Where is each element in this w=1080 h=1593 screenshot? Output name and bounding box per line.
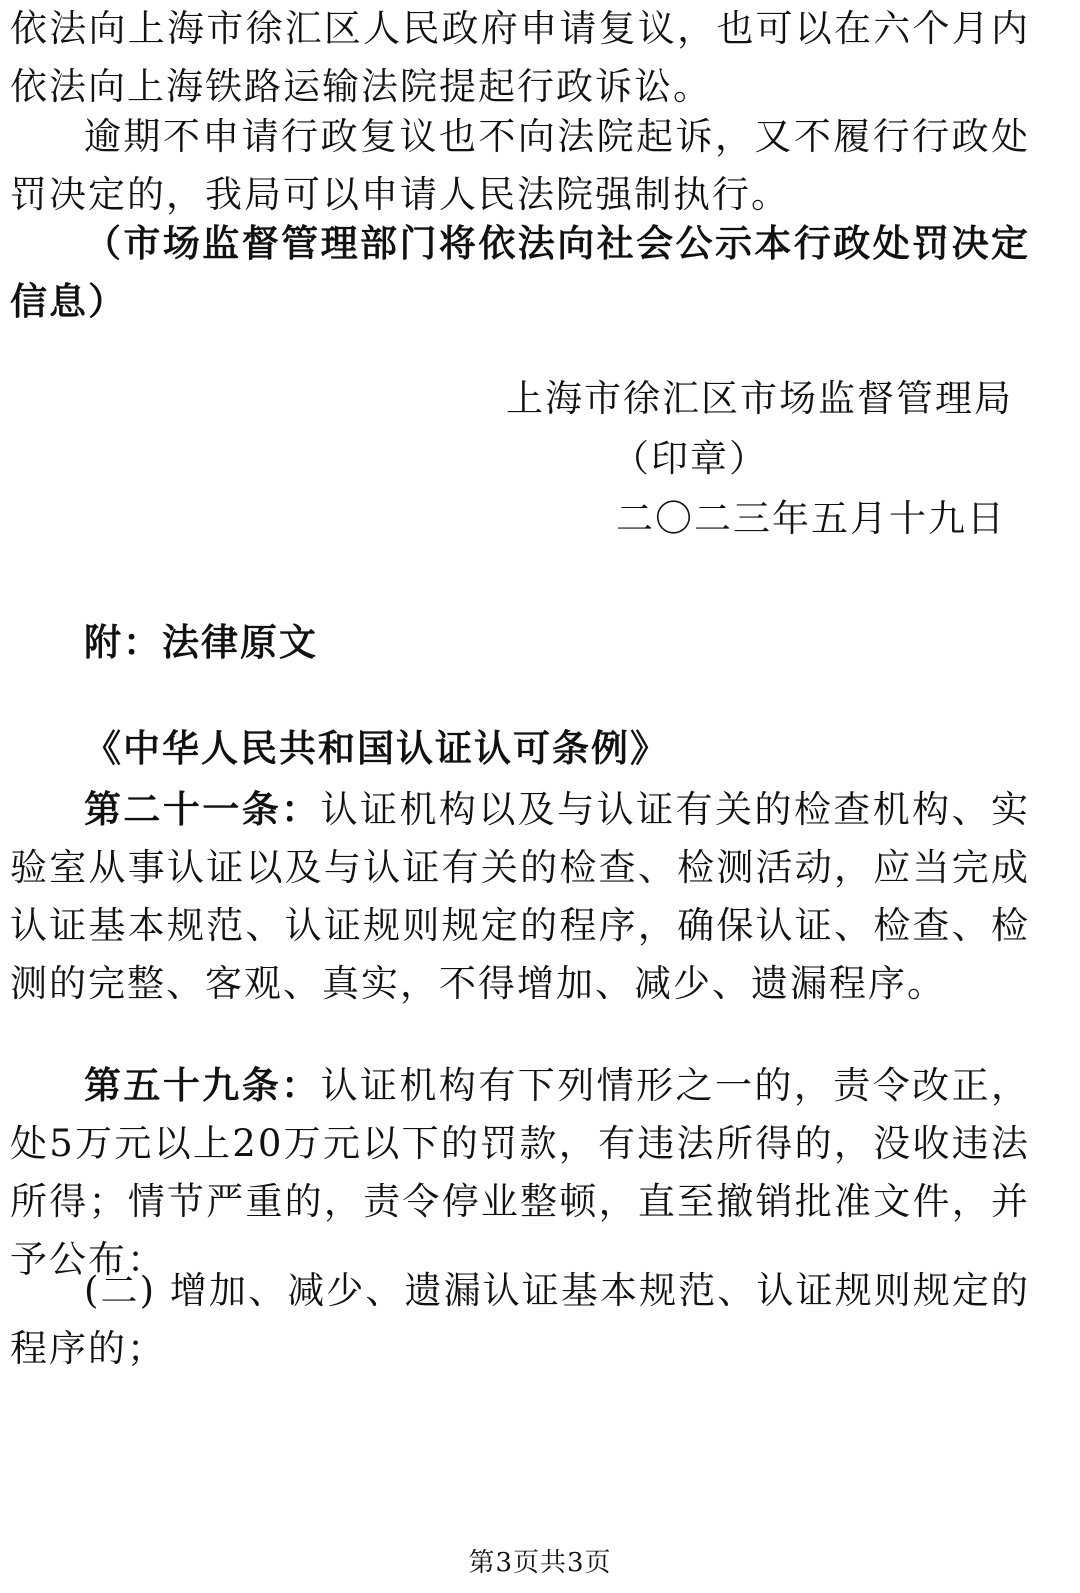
review-rights-paragraph: 依法向上海市徐汇区人民政府申请复议，也可以在六个月内依法向上海铁路运输法院提起行政诉讼。 [10, 7, 1030, 108]
page-number-footer: 第3页共3页 [468, 1548, 612, 1578]
article-59-item-2: (二) 增加、减少、遗漏认证基本规范、认证规则规定的程序的； [10, 1269, 1030, 1370]
article-21-paragraph [10, 780, 1030, 1013]
article-59-text: 认证机构有下列情形之一的，责令改正，处5万元以上20万元以下的罚款，有违法所得的，没收违法所得；情节严重的，责令停业整顿，直至撤销批准文件，并予公布： [10, 1064, 1030, 1281]
attachment-heading: 附：法律原文 [84, 620, 318, 664]
issuing-authority: 上海市徐汇区市场监督管理局 [506, 377, 1013, 420]
issue-date: 二〇二三年五月十九日 [616, 497, 1006, 540]
law-title: 《中华人民共和国认证认可条例》 [84, 726, 669, 770]
article-21-text: 认证机构以及与认证有关的检查机构、实验室从事认证以及与认证有关的检查、检测活动，应当完成认证基本规范、认证规则规定的程序，确保认证、检查、检测的完整、客观、真实，不得增加、减少、遗漏程序。 [10, 788, 1030, 1005]
publicity-notice-paragraph: （市场监督管理部门将依法向社会公示本行政处罚决定信息） [10, 221, 1030, 323]
enforcement-paragraph: 逾期不申请行政复议也不向法院起诉，又不履行行政处罚决定的，我局可以申请人民法院强制执行。 [10, 115, 1030, 216]
seal-placeholder: （印章） [612, 437, 768, 480]
article-59-paragraph [10, 1056, 1030, 1289]
article-59-label: 第五十九条： [84, 1063, 321, 1107]
article-21-label: 第二十一条： [84, 787, 321, 831]
